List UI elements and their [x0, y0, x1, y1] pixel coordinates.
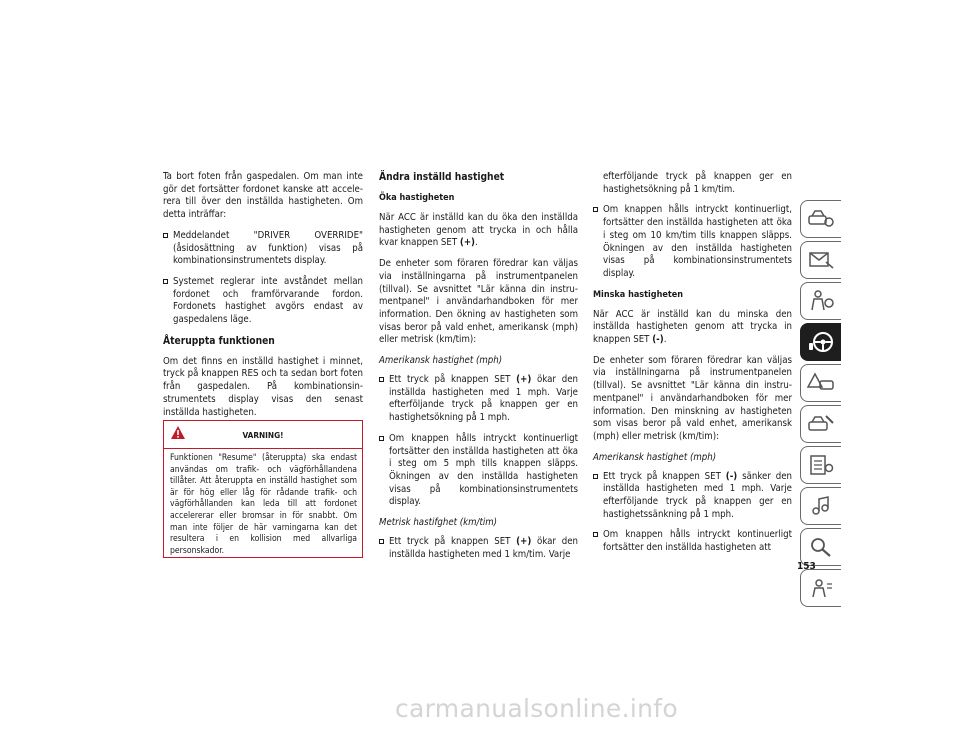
- decrease-paragraph: När ACC är inställd kan du minska den inställda hastigheten genom att trycka in knappen SET (-).: [593, 308, 792, 346]
- square-bullet-icon: [163, 233, 168, 238]
- spec-list-icon: [806, 453, 836, 477]
- increase-paragraph: När ACC är inställd kan du öka den inställda hastigheten genom att trycka in och hålla kvar knappen SET (+).: [379, 212, 578, 249]
- section-heading-resume: Återuppta funktionen: [163, 335, 275, 347]
- us-speed-label: Amerikansk hastighet (mph): [593, 451, 717, 463]
- envelope-icon: [806, 248, 836, 272]
- bullet-item: Om knappen hålls intryckt kontinuerligt fortsätter den inställda hastigheten att öka i steg om 5 mph tills knappen släpps. Ökningen av den inställda hastigheten visas på kombinationsinstrumentets display.: [379, 433, 578, 509]
- bullet-item: Meddelandet "DRIVER OVERRIDE" (åsidosättning av funktion) visas på kombinationsinstrumentets display.: [163, 230, 363, 268]
- warning-text: Funktionen "Resume" (återuppta) ska endast användas om trafik- och vägförhållandena tillåter. Att återuppta en inställd hastighet som är för hög eller låg för rådande trafik- och vägförhållanden kan leda till att fordonet accelererar eller bromsar in för snabbt. Om man inte följer de här varningarna kan det resultera i en kollision med allvarliga personskador.: [170, 453, 357, 556]
- car-wrench-icon: [806, 412, 836, 436]
- square-bullet-icon: [593, 207, 598, 212]
- square-bullet-icon: [379, 377, 384, 382]
- car-key-icon: [806, 207, 836, 231]
- column-middle: [379, 171, 578, 569]
- units-paragraph: De enheter som föraren föredrar kan väljas via inställningarna på instrumentpanelen (tillval). Se avsnittet "Lär känna din instru-mentpanel" i användarhandboken för mer information. Den ökning av hastigheten som visas beror på vald enhet, amerikansk (mph) eller metrisk (km/tim):: [379, 258, 578, 346]
- metric-speed-label: Metrisk hastifghet (km/tim): [379, 517, 498, 529]
- page-number: 153: [797, 561, 816, 572]
- tab-multimedia[interactable]: [800, 487, 841, 525]
- warning-title: VARNING!: [242, 430, 284, 440]
- units-paragraph: De enheter som föraren föredrar kan väljas via inställningarna på instrumentpanelen (tillval). Se avsnittet "Lär känna din instru-mentpanel" i användarhandboken för mer information. Den minskning av hastigheten som visas beror på vald enhet, amerikansk (mph) eller metrisk (km/tim):: [593, 354, 792, 442]
- tab-instrument-panel[interactable]: [800, 241, 841, 279]
- car-warning-icon: [806, 371, 836, 395]
- tab-safety[interactable]: [800, 282, 841, 320]
- square-bullet-icon: [593, 474, 598, 479]
- column-left: [163, 171, 363, 427]
- tab-customer-assistance[interactable]: [800, 569, 841, 607]
- bullet-item: Systemet reglerar inte avståndet mellan fordonet och framförvarande fordon. Fordonets hastighet avgörs endast av gaspedalens läge.: [163, 276, 363, 327]
- bullet-item: Ett tryck på knappen SET (+) ökar den inställda hastigheten med 1 km/tim. Varje: [379, 536, 578, 561]
- magnifier-icon: [806, 535, 836, 559]
- warning-header: [164, 421, 362, 449]
- bullet-item: Om knappen hålls intryckt kontinuerligt fortsätter den inställda hastigheten att: [593, 529, 792, 554]
- bullet-item: Ett tryck på knappen SET (+) ökar den inställda hastigheten med 1 mph. Varje efterföljande tryck på knappen ger en hastighetsökning på 1 mph.: [379, 374, 578, 425]
- bullet-item: Ett tryck på knappen SET (-) sänker den inställda hastigheten med 1 mph. Varje efterföljande tryck på knappen ger en hastighetssänkning på 1 mph.: [593, 471, 792, 522]
- square-bullet-icon: [163, 279, 168, 284]
- watermark: carmanualsonline.info: [395, 694, 678, 723]
- steering-wheel-icon: [806, 329, 836, 355]
- square-bullet-icon: [379, 539, 384, 544]
- warning-box: [163, 420, 363, 558]
- square-bullet-icon: [593, 532, 598, 537]
- column-right: [593, 171, 792, 563]
- tab-technical-specifications[interactable]: [800, 446, 841, 484]
- resume-paragraph: Om det finns en inställd hastighet i minnet, tryck på knappen RES och ta sedan bort foten från gaspedalen. På kombinationsin-strumentets display visas den senast inställda hastigheten.: [163, 355, 363, 418]
- tab-getting-to-know-vehicle[interactable]: [800, 200, 841, 238]
- continued-bullet-text: efterföljande tryck på knappen ger en hastighetsökning på 1 km/tim.: [603, 171, 792, 195]
- music-note-icon: [806, 494, 836, 518]
- bullet-item: Om knappen hålls intryckt kontinuerligt, fortsätter den inställda hastigheten att öka i steg om 10 km/tim tills knappen släpps. Ökningen av den inställda hastigheten visas på kombinationsinstrumentets display.: [593, 204, 792, 280]
- tab-in-case-of-emergency[interactable]: [800, 364, 841, 402]
- customer-assistance-icon: [806, 576, 836, 600]
- subheading-decrease: Minska hastigheten: [593, 289, 683, 300]
- intro-paragraph: Ta bort foten från gaspedalen. Om man inte gör det fortsätter fordonet kanske att accele-rera till över den inställda hastigheten. Om detta inträffar:: [163, 171, 363, 221]
- tab-servicing-and-maintenance[interactable]: [800, 405, 841, 443]
- section-heading-change-speed: Ändra inställd hastighet: [379, 172, 505, 183]
- seatbelt-person-icon: [806, 289, 836, 313]
- tab-starting-and-operating[interactable]: [800, 323, 841, 361]
- subheading-increase: Öka hastigheten: [379, 193, 455, 203]
- square-bullet-icon: [379, 436, 384, 441]
- us-speed-label: Amerikansk hastighet (mph): [379, 355, 503, 367]
